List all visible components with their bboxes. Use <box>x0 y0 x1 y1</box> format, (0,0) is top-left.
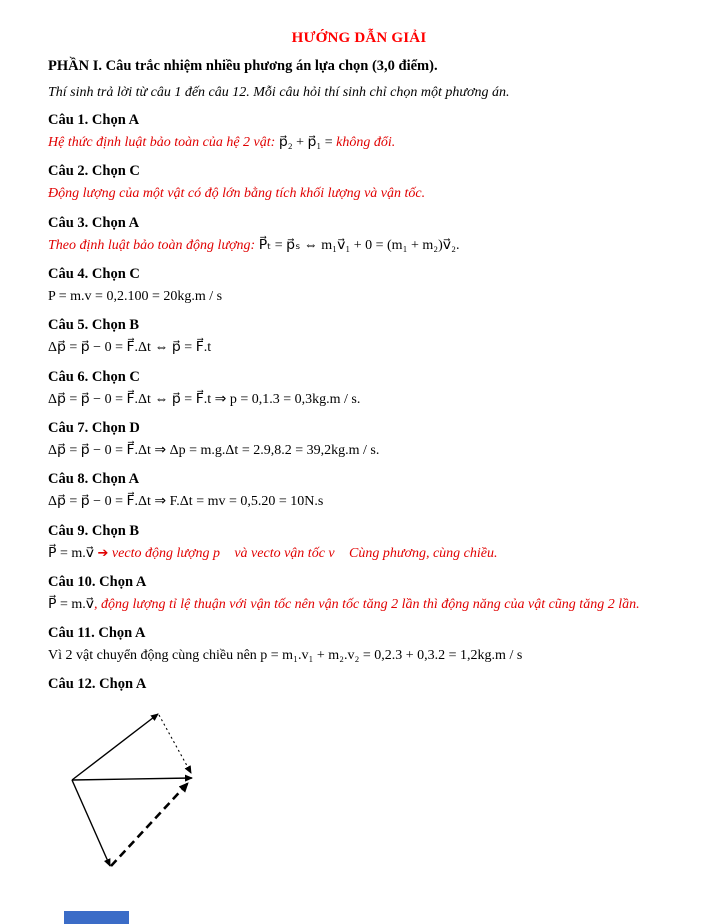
answer-block-2 <box>48 162 670 203</box>
formula: P⃗ = m.v⃗ <box>48 596 95 612</box>
answer-explanation <box>48 442 670 460</box>
explanation-text: Vì 2 vật chuyển động cùng chiều nên <box>48 648 261 664</box>
instruction-text: Thí sinh trả lời từ câu 1 đến câu 12. Mỗi câu hỏi thí sinh chỉ chọn một phương án. <box>48 85 510 100</box>
answer-explanation <box>48 185 670 203</box>
answer-explanation <box>48 339 670 357</box>
answer-label: Câu 11. Chọn A <box>48 625 146 642</box>
answer-block-9 <box>48 522 670 563</box>
momentum-vector-diagram <box>52 702 670 887</box>
construction-line-dotted <box>159 715 191 773</box>
answer-label: Câu 9. Chọn B <box>48 522 140 539</box>
vector-p1 <box>72 714 158 780</box>
answer-label: Câu 5. Chọn B <box>48 317 140 334</box>
formula: P = m.v = 0,2.100 = 20kg.m / s <box>48 289 223 305</box>
formula: P⃗ = m.v⃗ <box>48 545 98 561</box>
answer-label: Câu 1. Chọn A <box>48 112 140 128</box>
explanation-text: Theo định luật bảo toàn động lượng: <box>48 237 259 253</box>
answer-label: Câu 3. Chọn A <box>48 214 140 231</box>
answer-block-8 <box>48 470 670 511</box>
answer-label: Câu 12. Chọn A <box>48 676 147 693</box>
answer-explanation <box>48 647 670 665</box>
explanation-text: Động lượng của một vật có độ lớn bằng tích khối lượng và vận tốc. <box>48 186 426 202</box>
explanation-text: không đổi. <box>336 135 396 151</box>
answer-block-1 <box>48 111 670 152</box>
answer-block-4 <box>48 265 670 306</box>
formula: p⃗₂ + p⃗₁ = <box>278 135 337 151</box>
answer-block-3 <box>48 214 670 255</box>
answer-label: Câu 2. Chọn C <box>48 163 140 180</box>
answer-label: Câu 10. Chọn A <box>48 573 147 590</box>
answer-block-6 <box>48 368 670 409</box>
formula: Δp⃗ = p⃗ − 0 = F⃗.Δt ⇒ Δp = m.g.Δt = 2.9,8.2 = 39,2kg.m / s. <box>48 443 380 458</box>
answer-block-7 <box>48 419 670 460</box>
vector-resultant <box>72 778 192 780</box>
answer-block-12 <box>48 675 670 886</box>
formula: Δp⃗ = p⃗ − 0 = F⃗.Δt ⇔ p⃗ = F⃗.t <box>48 340 212 356</box>
answer-label: Câu 6. Chọn C <box>48 368 140 385</box>
answer-block-10 <box>48 573 670 614</box>
answer-explanation <box>48 493 670 511</box>
answer-explanation <box>48 134 670 152</box>
vector-p2 <box>72 780 110 866</box>
vector-diagram-svg <box>52 702 282 882</box>
answer-block-5 <box>48 316 670 357</box>
answer-explanation <box>48 237 670 255</box>
answer-label: Câu 7. Chọn D <box>48 419 140 436</box>
answer-explanation <box>48 288 670 306</box>
answer-explanation <box>48 596 670 614</box>
right-arrow-icon: ➔ <box>97 545 109 561</box>
formula: Δp⃗ = p⃗ − 0 = F⃗.Δt ⇔ p⃗ = F⃗.t ⇒ p = 0,1.3 = 0,3kg.m / s. <box>48 391 361 407</box>
explanation-text: Hệ thức định luật bảo toàn của hệ 2 vật: <box>48 135 279 151</box>
answer-explanation <box>48 545 670 563</box>
answer-block-11 <box>48 624 670 665</box>
explanation-text: vecto động lượng p⃗ và vecto vận tốc v⃗ Cùng phương, cùng chiều. <box>108 545 498 561</box>
section-heading: PHẦN I. Câu trắc nhiệm nhiều phương án lựa chọn (3,0 điểm). <box>48 58 438 74</box>
explanation-text: , động lượng tỉ lệ thuận với vận tốc nên vận tốc tăng 2 lần thì động năng của vật cũng tăng 2 lần. <box>94 596 640 612</box>
footer-blue-bar <box>64 911 129 924</box>
answer-label: Câu 8. Chọn A <box>48 471 140 488</box>
formula: Δp⃗ = p⃗ − 0 = F⃗.Δt ⇒ F.Δt = mv = 0,5.20 = 10N.s <box>48 494 324 510</box>
construction-line-dashed <box>111 783 188 866</box>
answer-explanation <box>48 391 670 409</box>
page-title: HƯỚNG DẪN GIẢI <box>291 30 427 46</box>
answer-label: Câu 4. Chọn C <box>48 265 140 282</box>
formula: p = m₁.v₁ + m₂.v₂ = 0,2.3 + 0,3.2 = 1,2kg.m / s <box>260 648 523 664</box>
formula: P⃗ₜ = p⃗ₛ ⇔ m₁v⃗₁ + 0 = (m₁ + m₂)v⃗₂. <box>258 237 460 253</box>
